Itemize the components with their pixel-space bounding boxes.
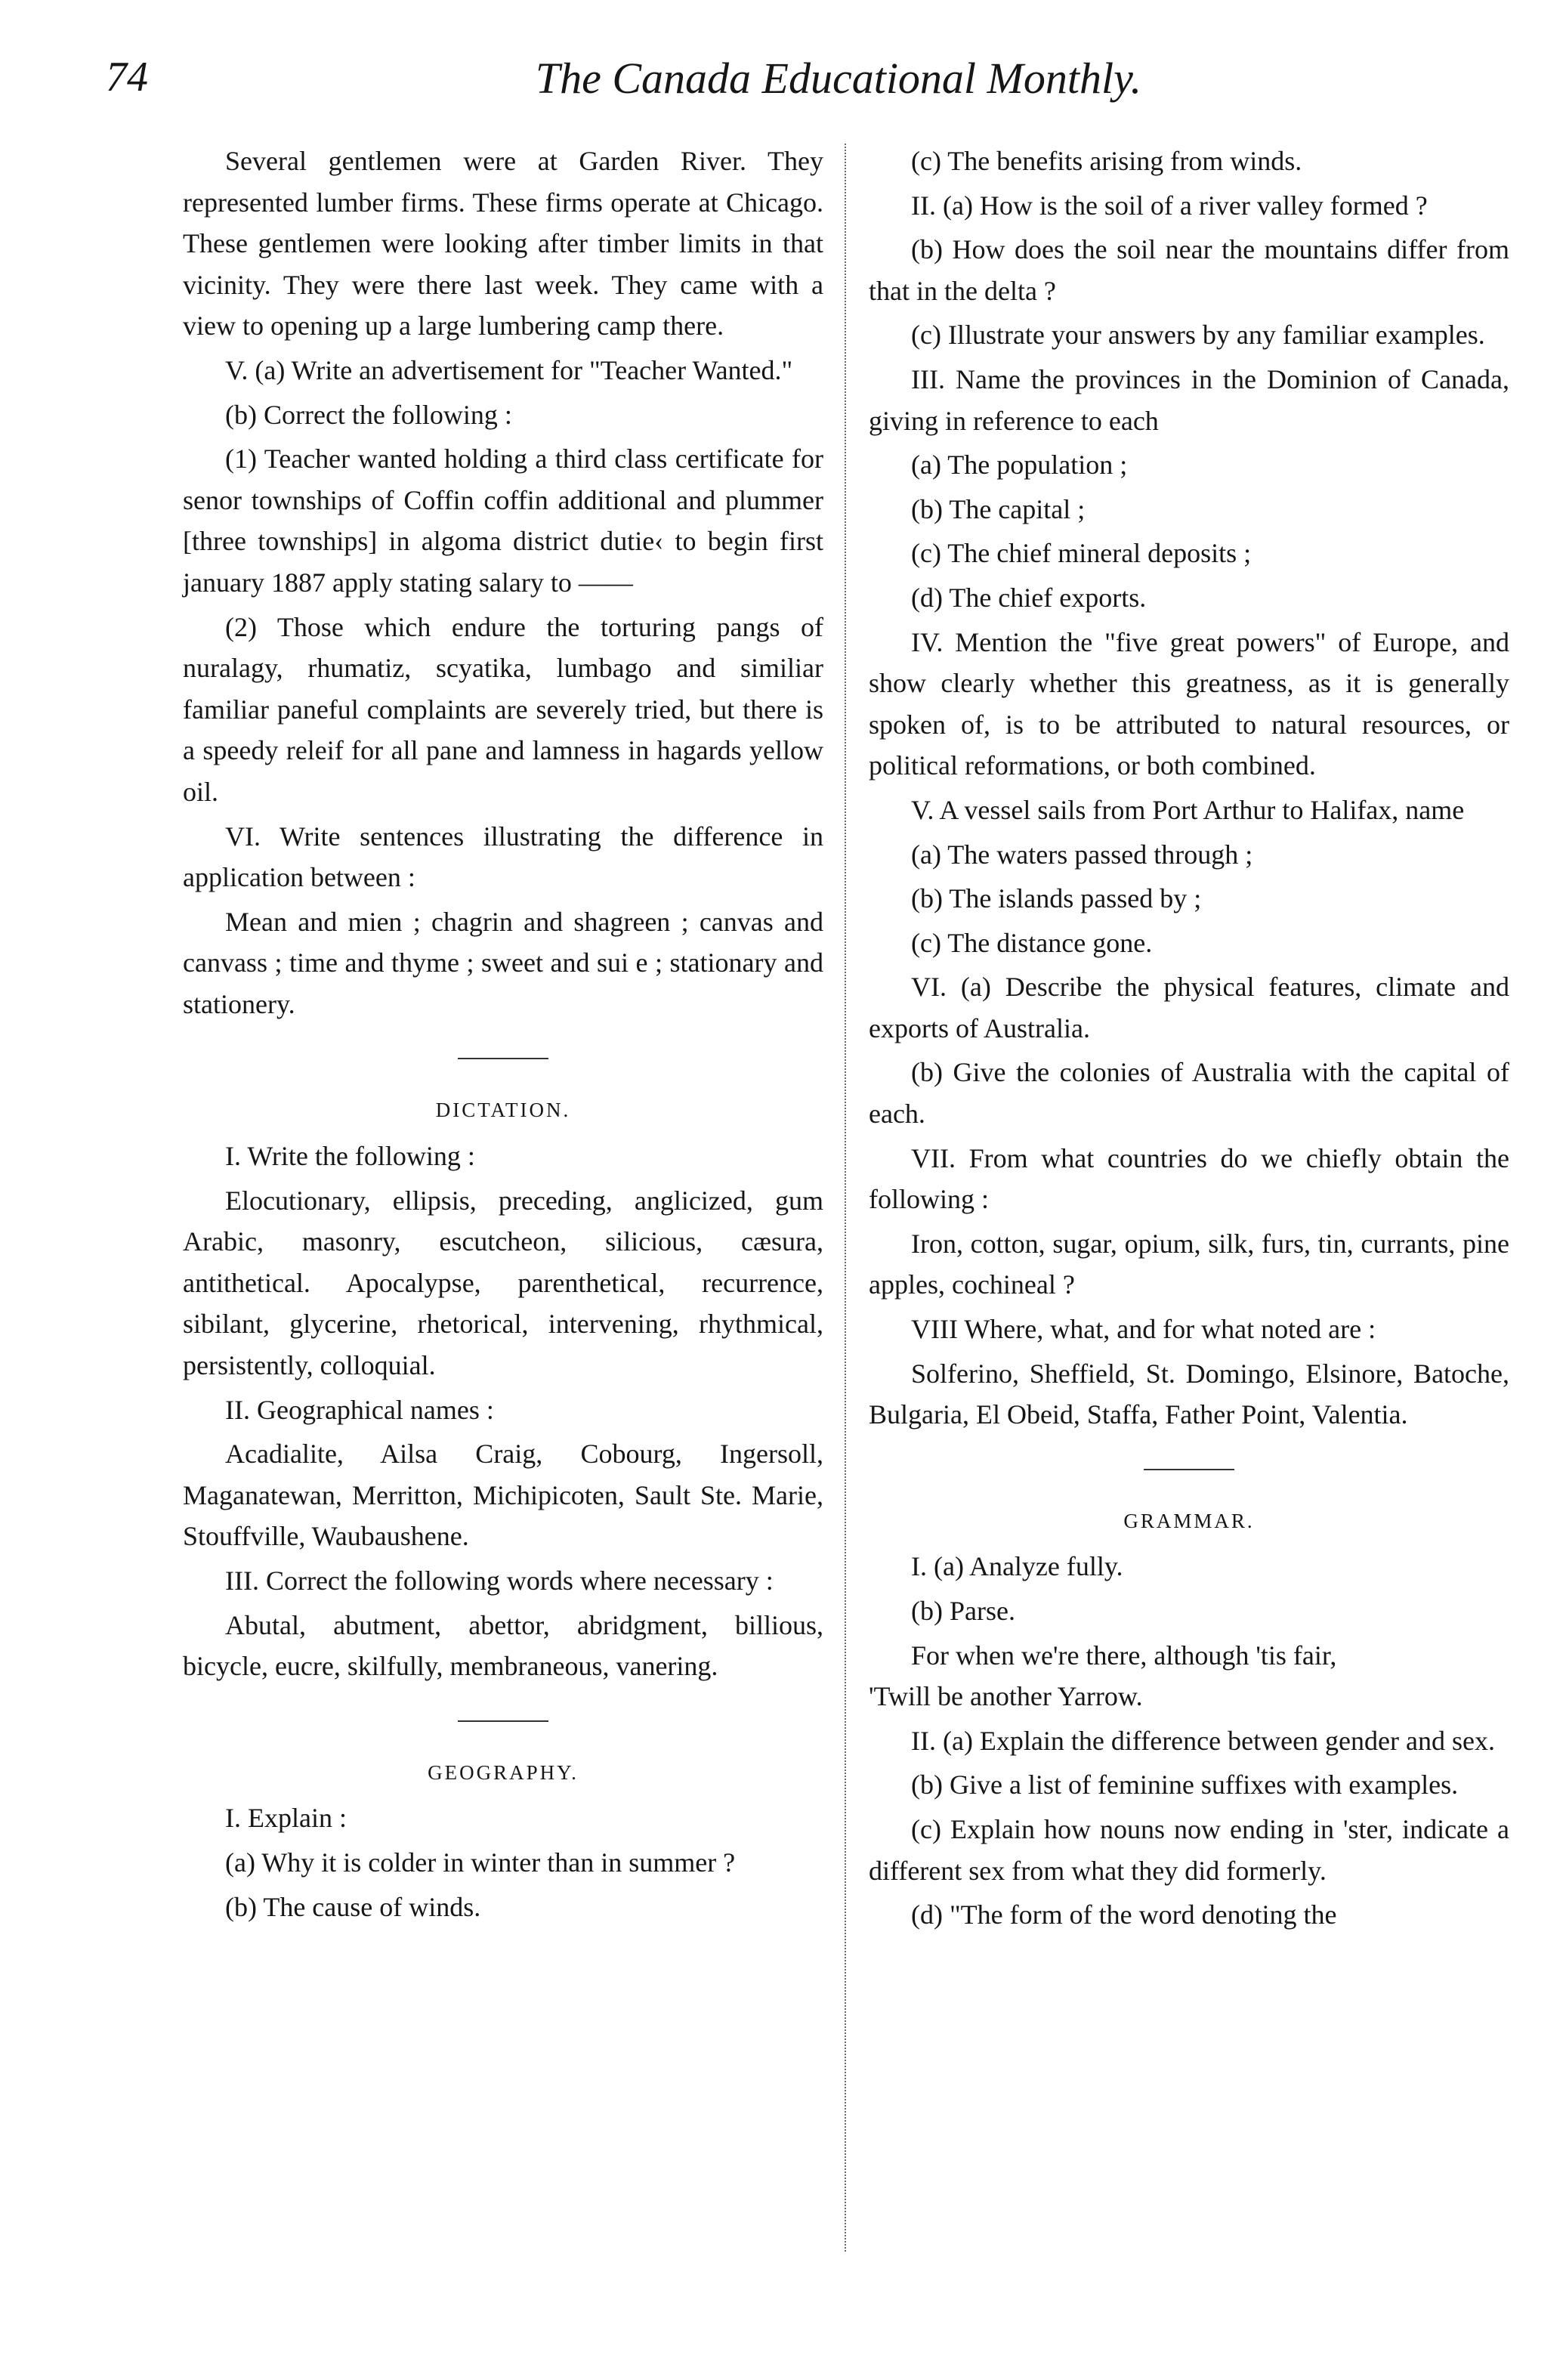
question-v: V. (a) Write an advertisement for "Teacher Wanted." [225, 354, 793, 385]
paragraph: (c) The benefits arising from winds. [911, 146, 1302, 176]
left-column [183, 141, 823, 1930]
paragraph: III. Name the provinces in the Dominion of Canada, giving in reference to each [869, 363, 1509, 436]
question-vi: VI. Write sentences illustrating the difference in application between : [183, 821, 823, 893]
page-number: 74 [106, 54, 148, 100]
column-divider [845, 144, 846, 2252]
dictation-heading: DICTATION. [435, 1099, 571, 1122]
section-rule [458, 1720, 548, 1722]
grammar-heading: GRAMMAR. [1123, 1509, 1255, 1532]
paragraph: I. (a) Analyze fully. [911, 1551, 1123, 1582]
paragraph: (c) Illustrate your answers by any familiar examples. [911, 320, 1485, 351]
section-rule [1144, 1469, 1234, 1470]
paragraph: (b) The islands passed by ; [911, 883, 1202, 914]
paragraph: (b) Correct the following : [225, 399, 512, 430]
paragraph: Mean and mien ; chagrin and shagreen ; canvas and canvass ; time and thyme ; sweet and sui e ; stationary and stationery. [183, 906, 823, 1019]
paragraph: I. Explain : [225, 1803, 347, 1834]
paragraph: VII. From what countries do we chiefly obtain the following : [869, 1142, 1509, 1215]
paragraph: V. A vessel sails from Port Arthur to Halifax, name [911, 794, 1465, 825]
paragraph: Several gentlemen were at Garden River. They represented lumber firms. These firms operate at Chicago. These gentlemen were looking after timber limits in that vicinity. They were there last week. They came with a view to opening up a large lumbering camp there. [183, 146, 823, 342]
paragraph: (b) The capital ; [911, 493, 1086, 524]
paragraph: Solferino, Sheffield, St. Domingo, Elsinore, Batoche, Bulgaria, El Obeid, Staffa, Father Point, Valentia. [869, 1358, 1509, 1430]
paragraph: (b) Give a list of feminine suffixes with examples. [911, 1770, 1459, 1800]
paragraph: (d) The chief exports. [911, 582, 1147, 613]
verse-quotation: For when we're there, although 'tis fair, 'Twill be another Yarrow. [869, 1640, 1337, 1712]
paragraph: VI. (a) Describe the physical features, climate and exports of Australia. [869, 972, 1509, 1043]
paragraph: Acadialite, Ailsa Craig, Cobourg, Ingersoll, Maganatewan, Merritton, Michipicoten, Sault Ste. Marie, Stouffville, Waubaushene. [183, 1439, 823, 1552]
paragraph: Abutal, abutment, abettor, abridgment, billious, bicycle, eucre, skilfully, membraneous, vanering. [183, 1609, 823, 1682]
paragraph: (a) Why it is colder in winter than in summer ? [225, 1847, 736, 1878]
paragraph: II. Geographical names : [225, 1394, 494, 1425]
paragraph: (c) The distance gone. [911, 927, 1153, 958]
paragraph: (b) The cause of winds. [225, 1891, 481, 1922]
paragraph: Iron, cotton, sugar, opium, silk, furs, tin, currants, pine apples, cochineal ? [869, 1228, 1509, 1300]
paragraph: Elocutionary, ellipsis, preceding, anglicized, gum Arabic, masonry, escutcheon, silicious, cæsura, antithetical. Apocalypse, parenthetical, recurrence, sibilant, glycerine, rhetorical, intervening, rhythmical, persistently, colloquial. [183, 1185, 823, 1381]
paragraph: (c) Explain how nouns now ending in 'ster, indicate a different sex from what they did formerly. [869, 1813, 1509, 1886]
paragraph: (2) Those which endure the torturing pangs of nuralagy, rhumatiz, scyatika, lumbago and similiar familiar paneful complaints are severely tried, but there is a speedy releif for all pane and lamness in hagards yellow oil. [183, 611, 823, 807]
paragraph: (c) The chief mineral deposits ; [911, 538, 1252, 569]
paragraph: (a) The waters passed through ; [911, 839, 1253, 870]
paragraph: I. Write the following : [225, 1141, 475, 1172]
paragraph: (b) How does the soil near the mountains differ from that in the delta ? [869, 234, 1509, 306]
paragraph: IV. Mention the "five great powers" of Europe, and show clearly whether this greatness, as it is generally spoken of, is to be attributed to natural resources, or political reformations, or both combined. [869, 626, 1509, 781]
paragraph: (1) Teacher wanted holding a third class certificate for senor townships of Coffin coffin additional and plummer [three townships] in algoma district dutie‹ to begin first january 1887 apply stating salary to —— [183, 444, 823, 598]
section-rule [458, 1058, 548, 1059]
paragraph: III. Correct the following words where necessary : [225, 1566, 774, 1596]
paragraph: (d) "The form of the word denoting the [911, 1899, 1337, 1930]
paragraph: (a) The population ; [911, 450, 1128, 481]
paragraph: (b) Parse. [911, 1596, 1015, 1626]
running-title: The Canada Educational Monthly. [535, 54, 1142, 103]
paragraph: II. (a) Explain the difference between gender and sex. [911, 1725, 1495, 1756]
page-header [106, 53, 1526, 121]
right-column [869, 141, 1509, 1939]
paragraph: VIII Where, what, and for what noted are : [911, 1314, 1376, 1345]
paragraph: (b) Give the colonies of Australia with the capital of each. [869, 1057, 1509, 1130]
paragraph: II. (a) How is the soil of a river valley formed ? [911, 190, 1428, 221]
geography-heading: GEOGRAPHY. [428, 1760, 579, 1784]
